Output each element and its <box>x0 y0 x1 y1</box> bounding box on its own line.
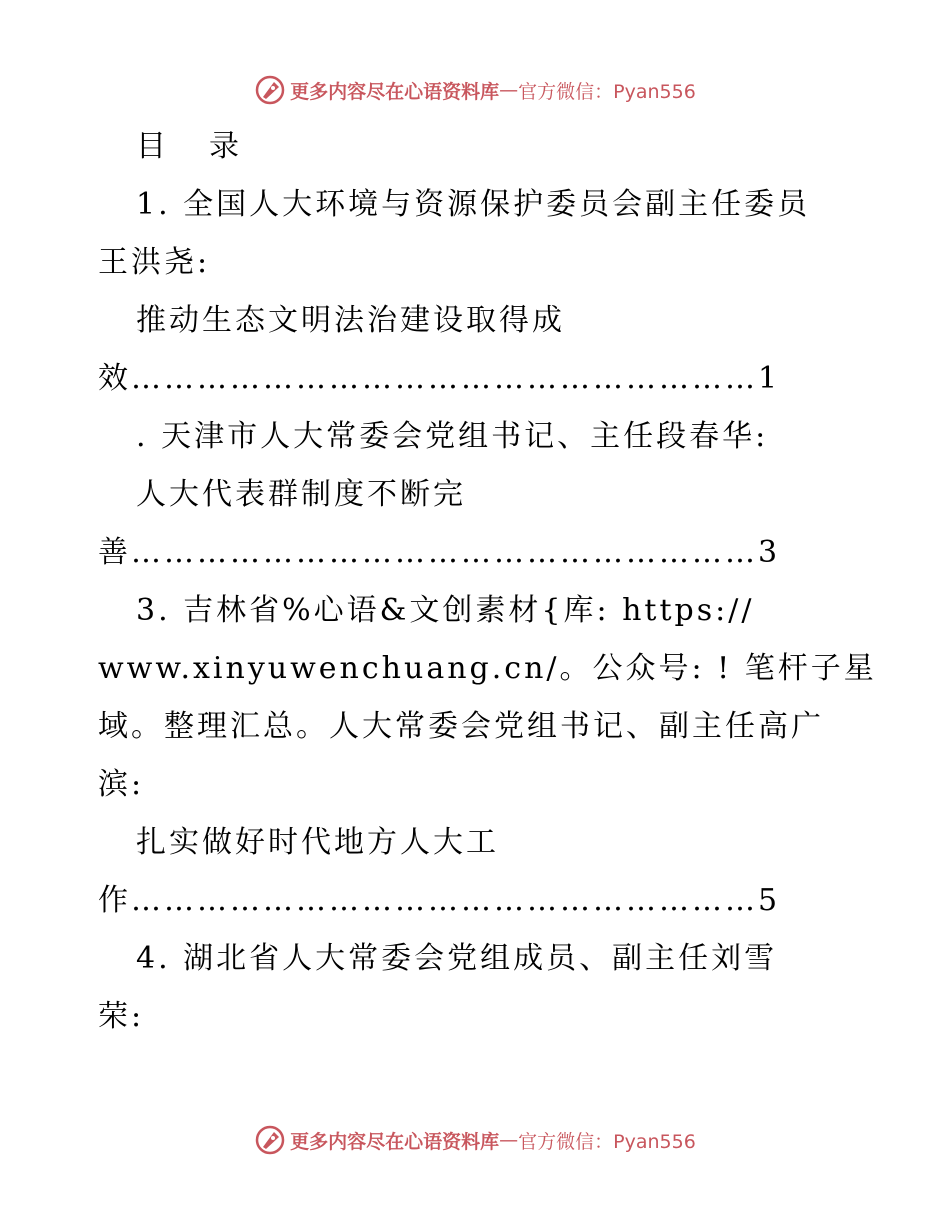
toc-line: 效…………………………………………………1 <box>98 361 781 396</box>
toc-title-part1: 目 <box>136 129 169 164</box>
toc-content <box>98 118 877 1046</box>
toc-line: 域。整理汇总。人大常委会党组书记、副主任高广 <box>98 709 824 744</box>
banner-wechat: 官方微信：Pyan556 <box>518 1130 696 1153</box>
footer-banner <box>0 1120 950 1160</box>
toc-line: 1. 全国人大环境与资源保护委员会副主任委员 <box>136 187 811 222</box>
toc-line: 3. 吉林省%心语&文创素材{库: https:// <box>136 593 755 628</box>
toc-line: 4. 湖北省人大常委会党组成员、副主任刘雪 <box>136 941 778 976</box>
toc-line: 人大代表群制度不断完 <box>136 477 466 512</box>
toc-line: 扎实做好时代地方人大工 <box>136 825 499 860</box>
toc-title-part2: 录 <box>209 129 242 164</box>
toc-line: 作…………………………………………………5 <box>98 883 781 918</box>
banner-dash: — <box>499 1129 519 1151</box>
header-banner <box>0 70 950 110</box>
banner-dash: — <box>499 79 519 101</box>
toc-line: www.xinyuwenchuang.cn/。公众号: ! 笔杆子星 <box>98 651 877 686</box>
banner-text: 更多内容尽在心语资料库 <box>290 80 500 103</box>
banner-wechat: 官方微信：Pyan556 <box>518 80 696 103</box>
banner-text: 更多内容尽在心语资料库 <box>290 1130 500 1153</box>
toc-line: 荣: <box>98 999 145 1034</box>
toc-line: 滨: <box>98 767 145 802</box>
pen-nib-logo-icon <box>254 74 286 106</box>
toc-line: 王洪尧: <box>98 245 211 280</box>
toc-line: 善…………………………………………………3 <box>98 535 781 570</box>
toc-line: . 天津市人大常委会党组书记、主任段春华: <box>136 419 769 454</box>
toc-title <box>98 118 858 176</box>
toc-line: 推动生态文明法治建设取得成 <box>136 303 565 338</box>
pen-nib-logo-icon <box>254 1124 286 1156</box>
